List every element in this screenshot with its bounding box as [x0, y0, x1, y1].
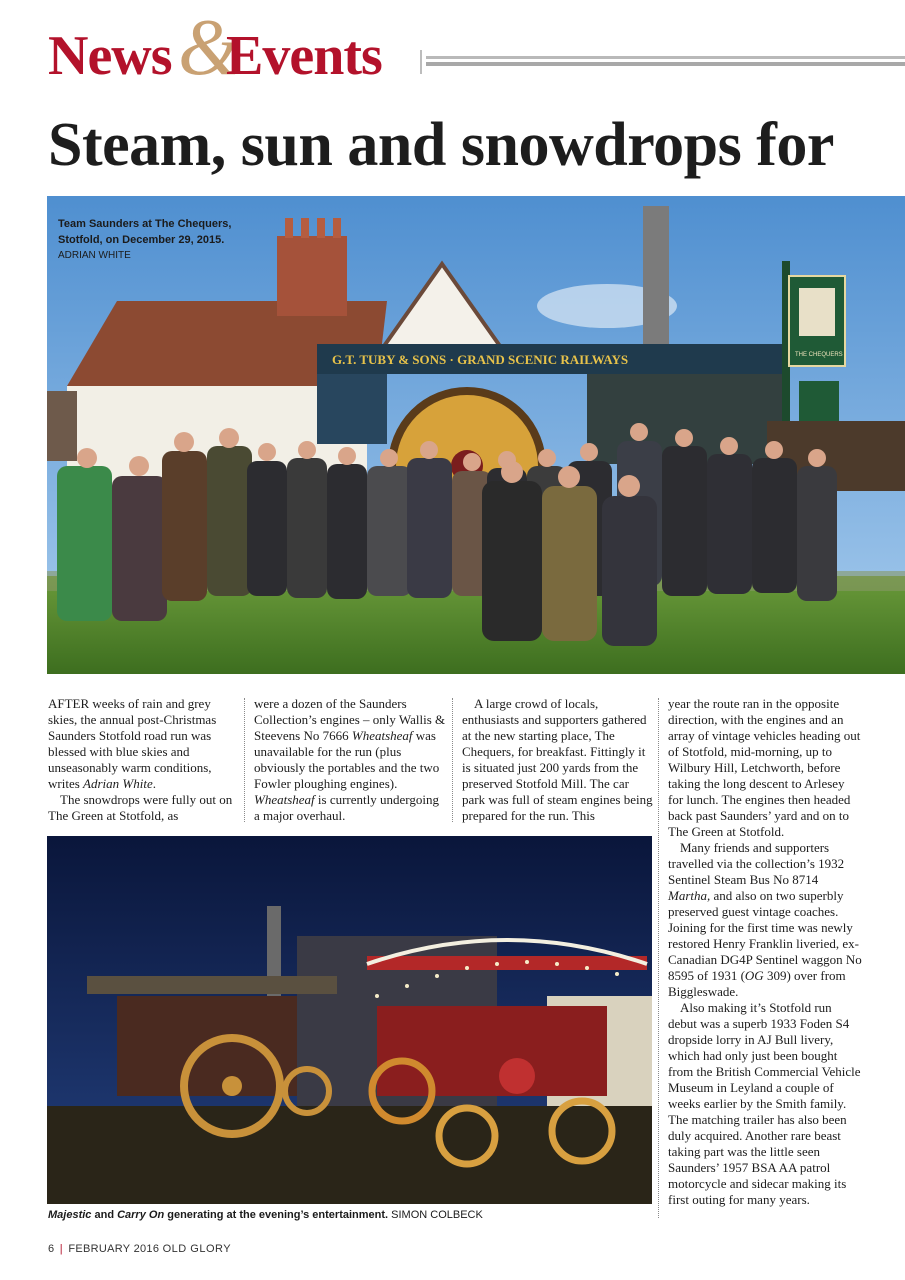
- page-footer: [48, 1243, 231, 1255]
- photo-majestic-carry-on-image: [47, 836, 652, 1204]
- article-column-1: [48, 696, 234, 824]
- issue-date: FEBRUARY 2016: [68, 1243, 160, 1255]
- section-title-news: News: [48, 25, 172, 87]
- article-column-4: [668, 696, 862, 1208]
- article-text: 309) over from Biggleswade.: [668, 968, 846, 999]
- column-divider: [452, 698, 454, 822]
- footer-divider: |: [59, 1243, 63, 1255]
- vehicle-name: Martha,: [668, 888, 711, 903]
- header-rule-line-top: [426, 56, 905, 59]
- article-paragraph: [48, 696, 234, 792]
- article-column-2: [254, 696, 446, 824]
- pub-sign-text: THE CHEQUERS: [795, 352, 843, 358]
- article-text: was unavailable for the run (plus obviously the portables and the two Fowler ploughing engines).: [254, 728, 440, 791]
- caption-engine-name: Majestic: [48, 1209, 92, 1221]
- photo-bottom-credit: SIMON COLBECK: [391, 1209, 483, 1221]
- article-headline: Steam, sun and snowdrops for: [48, 111, 834, 179]
- photo-top-credit: ADRIAN WHITE: [58, 250, 131, 261]
- header-rule: [420, 50, 905, 74]
- article-column-3: [462, 696, 654, 824]
- article-author: Adrian White: [83, 776, 153, 791]
- column-divider: [244, 698, 246, 822]
- caption-text: generating at the evening’s entertainment.: [164, 1209, 389, 1221]
- column-divider: [658, 698, 660, 1218]
- section-ampersand: &: [178, 4, 241, 92]
- article-paragraph: The snowdrops were fully out on The Green at Stotfold, as: [48, 792, 233, 823]
- photo-top-caption: [58, 216, 298, 264]
- article-paragraph: year the route ran in the opposite direction, with the engines and an array of vintage vehicles heading out of Stotfold, mid-morning, up to Wilbury Hill, Letchworth, before taking the long descent to Arlesey for lunch. The engines then headed back past Saunders’ yard and on to The Green at Stotfold.: [668, 696, 861, 839]
- article-paragraph: [668, 840, 862, 1000]
- article-text: were a dozen of the Saunders Collection’s engines – only Wallis & Steevens No 7666: [254, 696, 446, 743]
- article-paragraph: [254, 696, 446, 824]
- article-text: Many friends and supporters travelled via the collection’s 1932 Sentinel Steam Bus No 8714: [668, 840, 845, 887]
- engine-name: Wheatsheaf: [351, 728, 413, 743]
- photo-bottom-caption: [48, 1208, 648, 1222]
- photo-majestic-carry-on: [47, 836, 652, 1204]
- photo-team-saunders: [47, 196, 905, 674]
- article-text: AFTER weeks of rain and grey skies, the annual post-Christmas Saunders Stotfold road run was blessed with blue skies and unseasonably warm conditions, writes: [48, 696, 217, 791]
- photo-team-saunders-image: [47, 196, 905, 674]
- caption-engine-name: Carry On: [117, 1209, 165, 1221]
- section-masthead: [48, 4, 408, 92]
- registration-prefix: OG: [744, 968, 764, 983]
- section-title-events: Events: [226, 25, 382, 87]
- article-text: and also on two superbly preserved guest vintage coaches. Joining for the first time was newly restored Henry Franklin liveried, ex-Canadian DG4P Sentinel waggon No 8595 of 1931 (: [668, 888, 862, 983]
- engine-name: Wheatsheaf: [254, 792, 315, 807]
- header-rule-line-bottom: [426, 62, 905, 66]
- article-paragraph: A large crowd of locals, enthusiasts and supporters gathered at the new starting place, The Chequers, for breakfast. Fittingly it is situated just 200 yards from the preserved Stotfold Mill. The car park was full of steam engines being prepared for the run. This: [462, 696, 653, 823]
- engine-canopy-sign: G.T. TUBY & SONS · GRAND SCENIC RAILWAYS: [332, 352, 629, 367]
- article-text: is currently undergoing a major overhaul.: [254, 792, 439, 823]
- photo-top-caption-line2: Stotfold, on December 29, 2015.: [58, 234, 225, 246]
- magazine-name: OLD GLORY: [162, 1243, 232, 1255]
- article-paragraph: Also making it’s Stotfold run debut was a superb 1933 Foden S4 dropside lorry in AJ Bull livery, which had only just been bought from the British Commercial Vehicle Museum in Leyland a couple of weeks earlier by the Smith family. The matching trailer has also been duly acquired. Another rare beast taking part was the little seen Saunders’ 1957 BSA AA patrol motorcycle and sidecar making its first outing for many years.: [668, 1000, 861, 1207]
- page-number: 6: [48, 1243, 55, 1255]
- photo-top-caption-line1: Team Saunders at The Chequers,: [58, 218, 232, 230]
- header-rule-tick: [420, 50, 422, 74]
- article-text: .: [152, 776, 156, 791]
- caption-text: and: [91, 1209, 118, 1221]
